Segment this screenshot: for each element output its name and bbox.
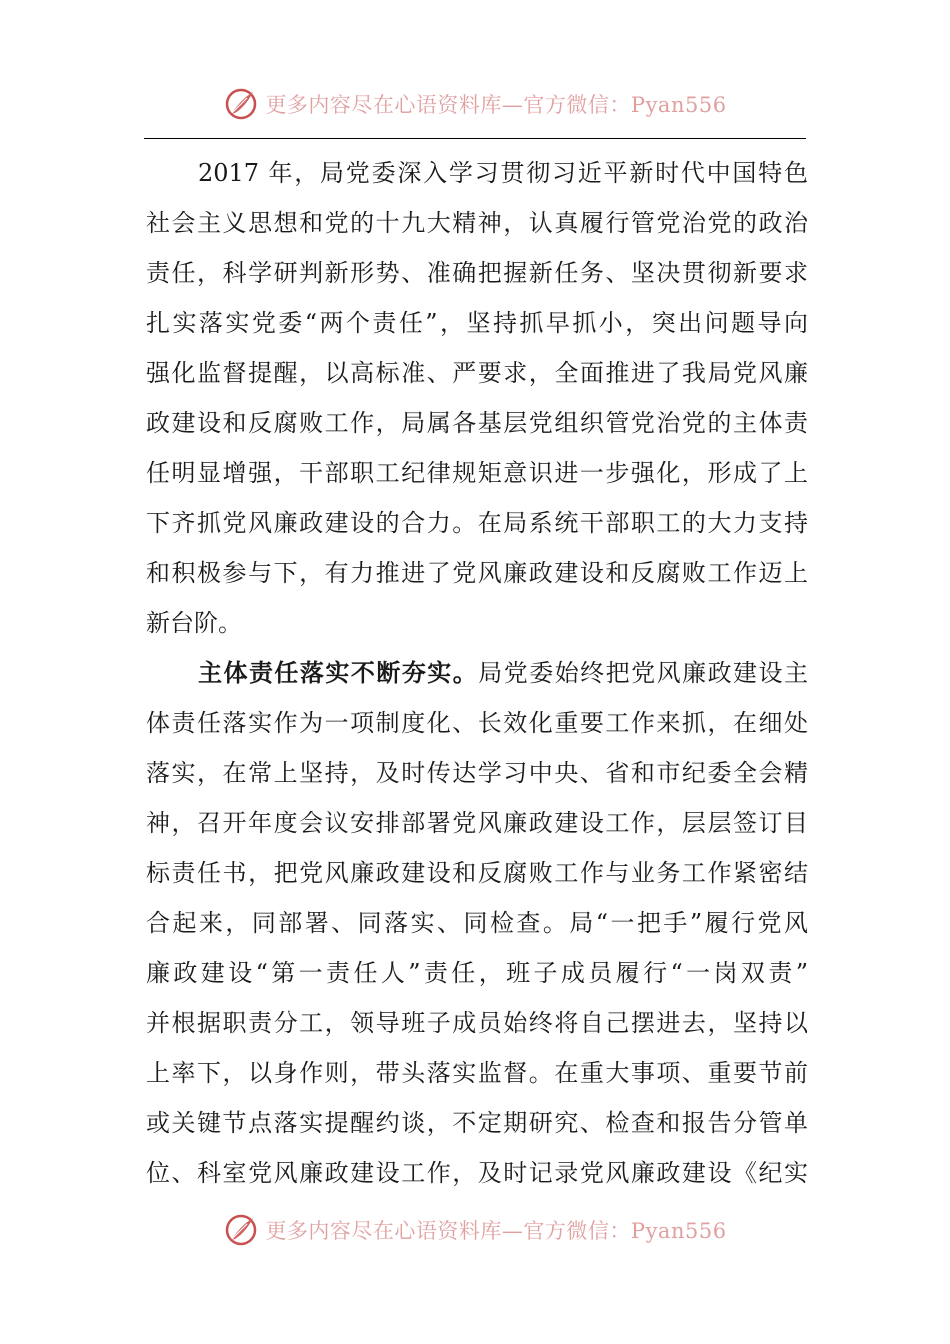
text-line: 和积极参与下，有力推进了党风廉政建设和反腐败工作迈上 [146,559,808,587]
text-line: 神，召开年度会议安排部署党风廉政建设工作，层层签订目 [146,809,808,837]
text-line: 扎实落实党委“两个责任”，坚持抓早抓小，突出问题导向 [146,309,808,337]
text-line: 2017 年，局党委深入学习贯彻习近平新时代中国特色 [198,159,808,187]
heading-line-rest: 局党委始终把党风廉政建设主 [478,659,808,687]
text-line: 落实，在常上坚持，及时传达学习中央、省和市纪委全会精 [146,759,808,787]
text-line: 下齐抓党风廉政建设的合力。在局系统干部职工的大力支持 [146,509,808,537]
section-heading: 主体责任落实不断夯实。 [198,658,479,687]
watermark-text: 更多内容尽在心语资料库—官方微信：Pyan556 [265,1219,727,1243]
text-line: 上率下，以身作则，带头落实监督。在重大事项、重要节前 [146,1059,808,1087]
text-line: 合起来，同部署、同落实、同检查。局“一把手”履行党风 [146,909,808,937]
text-line: 标责任书，把党风廉政建设和反腐败工作与业务工作紧密结 [146,859,808,887]
text-line: 政建设和反腐败工作，局属各基层党组织管党治党的主体责 [146,409,808,437]
text-line: 位、科室党风廉政建设工作，及时记录党风廉政建设《纪实 [146,1159,808,1187]
header-watermark [0,82,950,126]
text-line: 并根据职责分工，领导班子成员始终将自己摆进去，坚持以 [146,1009,808,1037]
text-line [146,648,808,698]
document-body [146,148,808,1198]
text-line: 任明显增强，干部职工纪律规矩意识进一步强化，形成了上 [146,459,808,487]
text-line: 或关键节点落实提醒约谈，不定期研究、检查和报告分管单 [146,1109,808,1137]
watermark-text: 更多内容尽在心语资料库—官方微信：Pyan556 [265,93,727,117]
paragraph-2 [146,648,808,1198]
text-line: 社会主义思想和党的十九大精神，认真履行管党治党的政治 [146,209,808,237]
text-line: 强化监督提醒，以高标准、严要求，全面推进了我局党风廉 [146,359,808,387]
text-line: 体责任落实作为一项制度化、长效化重要工作来抓，在细处 [146,709,808,737]
paragraph-1 [146,148,808,648]
footer-watermark [0,1208,950,1252]
feather-pen-logo-icon [223,1212,259,1248]
text-line: 新台阶。 [146,609,242,637]
header-rule [144,138,806,139]
text-line: 廉政建设“第一责任人”责任，班子成员履行“一岗双责” [146,959,808,987]
feather-pen-logo-icon [223,86,259,122]
text-line: 责任，科学研判新形势、准确把握新任务、坚决贯彻新要求 [146,259,808,287]
